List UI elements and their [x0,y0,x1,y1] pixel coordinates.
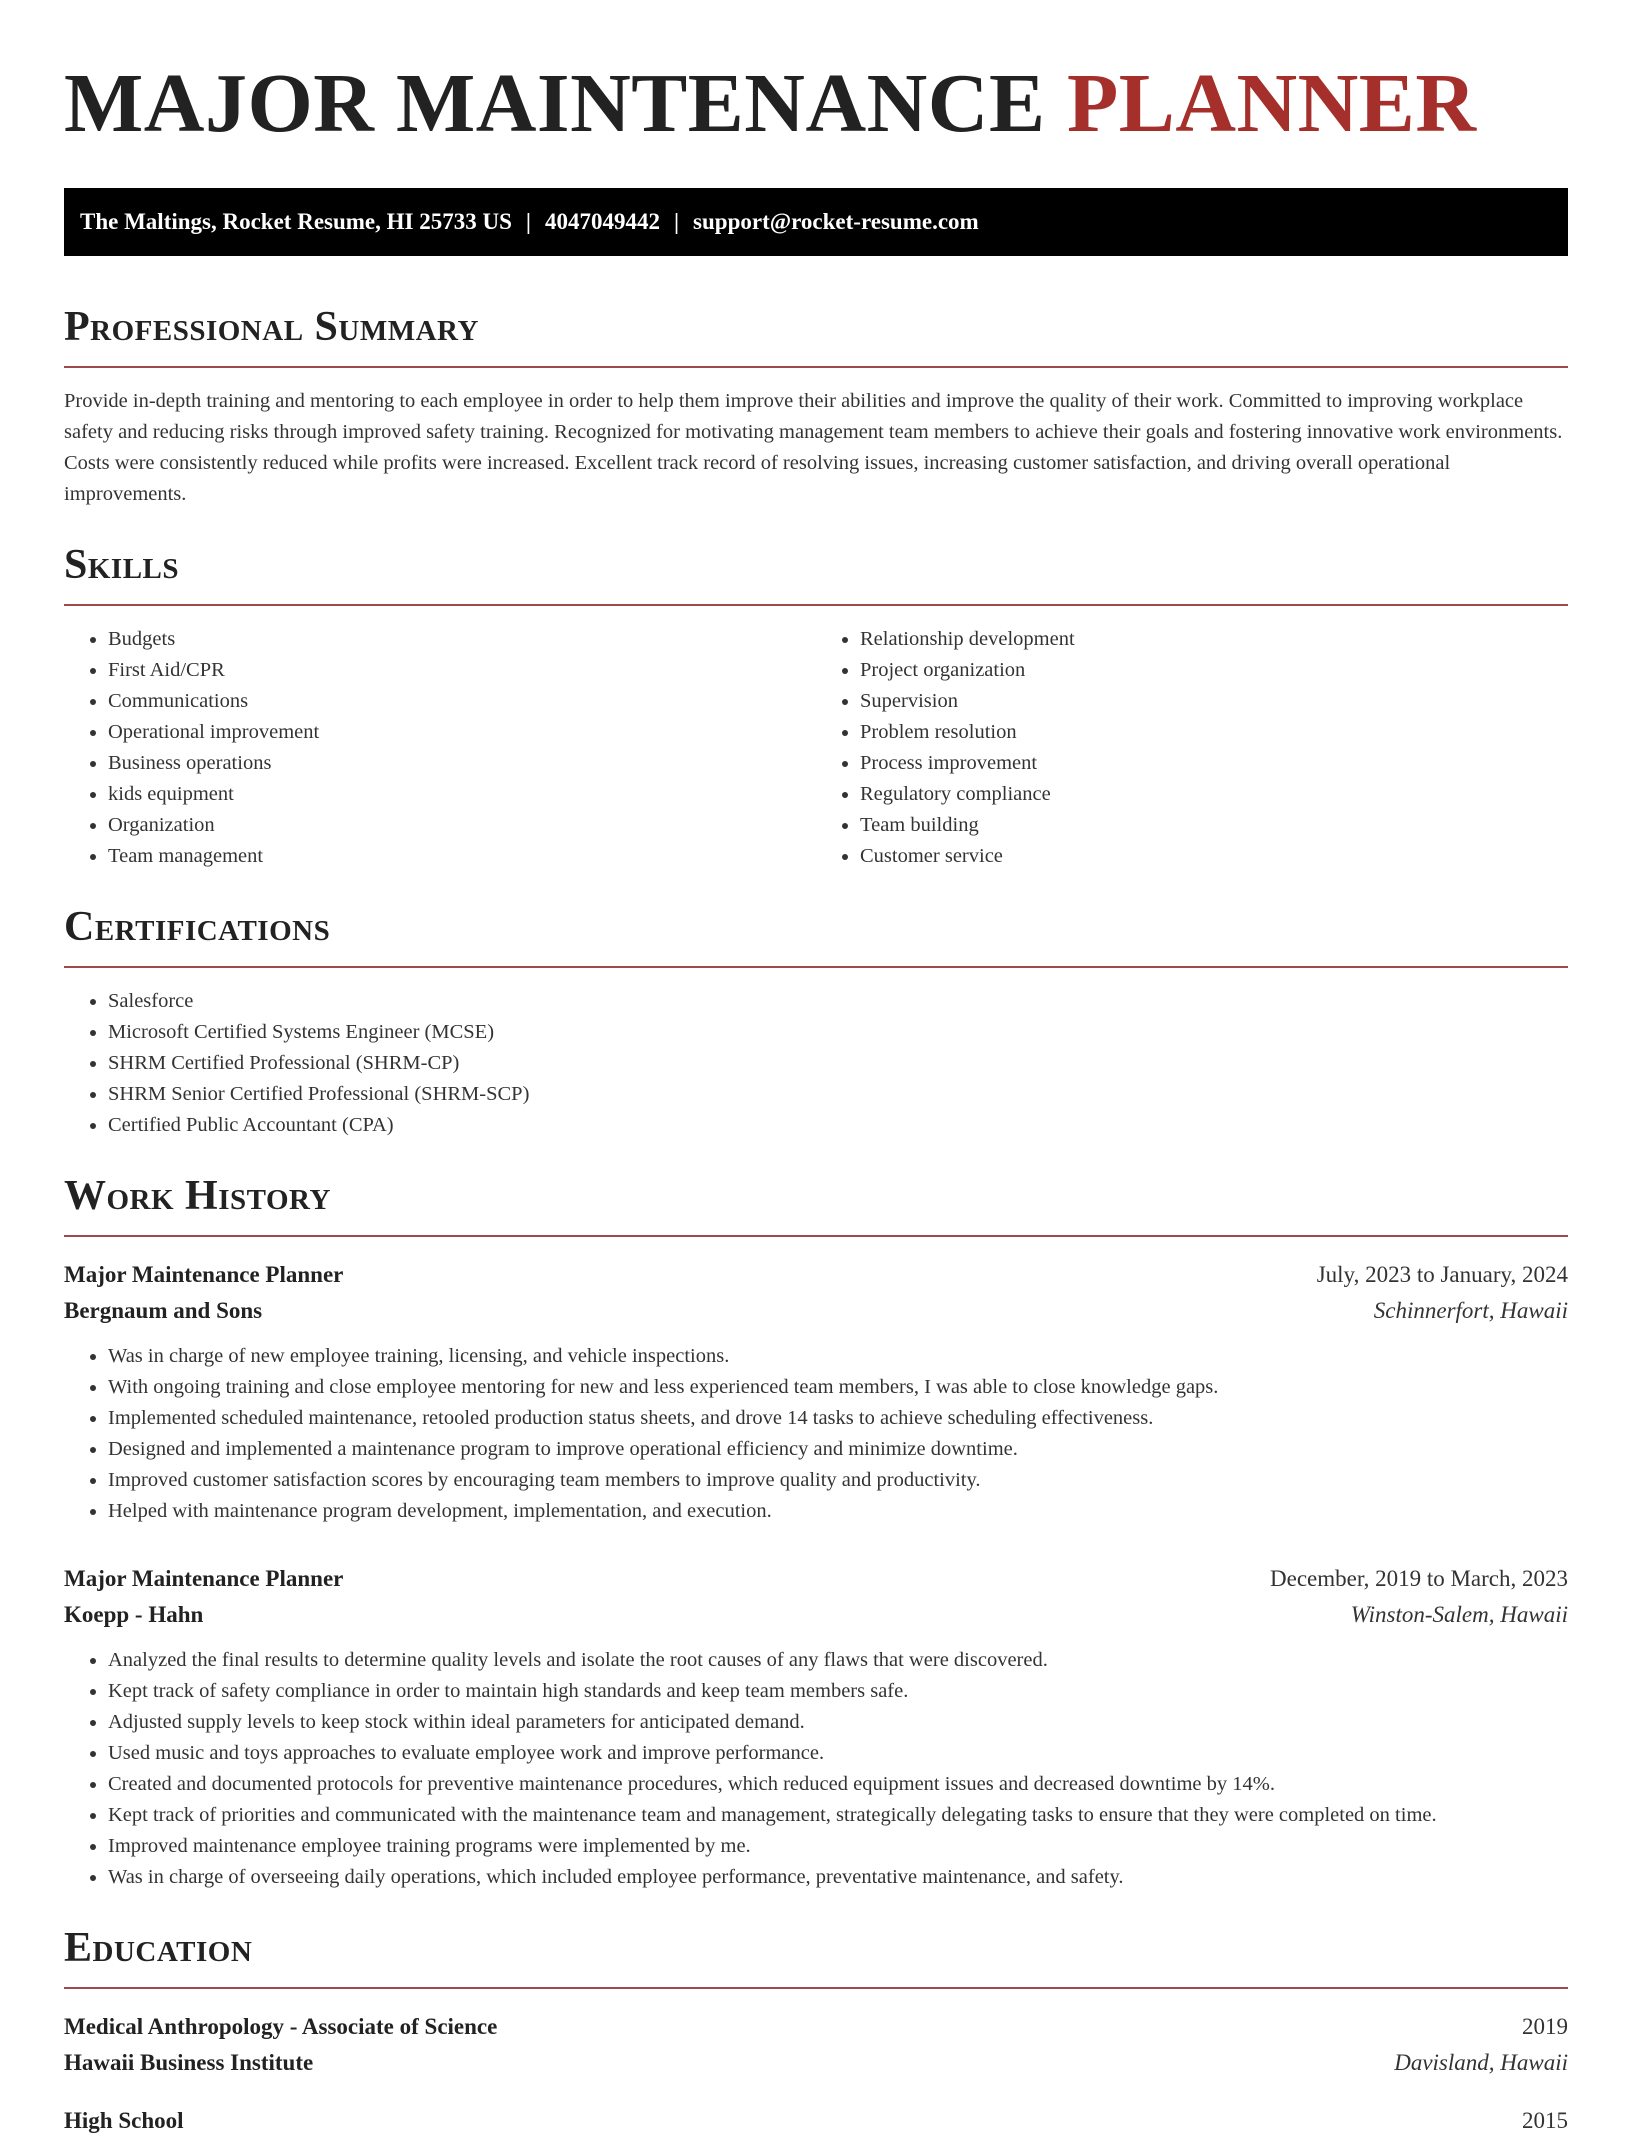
certification-item: • Microsoft Certified Systems Engineer (MCSE) [108,1017,1568,1048]
job-bullet: • Used music and toys approaches to evaluate employee work and improve performance. [108,1738,1568,1769]
certification-item: • Salesforce [108,986,1568,1017]
job-bullet: • Analyzed the final results to determine quality levels and isolate the root causes of any flaws that were discovered. [108,1645,1568,1676]
skills-list-left [64,624,816,872]
skill-item: • Team building [860,810,1568,841]
job-bullet: • Improved customer satisfaction scores by encouraging team members to improve quality and productivity. [108,1465,1568,1496]
skill-item: • Business operations [108,748,816,779]
section-divider [64,966,1568,968]
job-company: Bergnaum and Sons [64,1298,263,1323]
education-header-row [64,2009,1568,2045]
skill-item: • Supervision [860,686,1568,717]
job-header-row [64,1561,1568,1597]
skills-heading: Skills [64,542,180,588]
contact-separator: | [525,209,531,234]
job-entry [64,1561,1568,1893]
job-bullet: • Was in charge of overseeing daily operations, which included employee performance, preventative maintenance, and safety. [108,1862,1568,1893]
skill-item: • Relationship development [860,624,1568,655]
contact-bar [64,188,1568,256]
summary-text: Provide in-depth training and mentoring to each employee in order to help them improve their abilities and improve the quality of their work. Committed to improving workplace safety and reducing risks through improved safety training. Recognized for motivating management team members to achieve their goals and fostering innovative work environments. Costs were consistently reduced while profits were increased. Excellent track record of resolving issues, increasing customer satisfaction, and driving overall operational improvements. [64,390,1563,505]
education-heading: Education [64,1925,253,1971]
skills-list-right [816,624,1568,872]
job-bullet: • Created and documented protocols for preventive maintenance procedures, which reduced equipment issues and decreased downtime by 14%. [108,1769,1568,1800]
job-bullet: • Kept track of safety compliance in order to maintain high standards and keep team members safe. [108,1676,1568,1707]
skill-item: • Process improvement [860,748,1568,779]
section-divider [64,1987,1568,1989]
job-dates: December, 2019 to March, 2023 [1270,1566,1568,1591]
job-header-row [64,1257,1568,1293]
job-bullet: • Was in charge of new employee training, licensing, and vehicle inspections. [108,1341,1568,1372]
skill-item: • Budgets [108,624,816,655]
job-bullet: • Helped with maintenance program development, implementation, and execution. [108,1496,1568,1527]
job-bullet: • Designed and implemented a maintenance program to improve operational efficiency and minimize downtime. [108,1434,1568,1465]
job-role: Major Maintenance Planner [64,1566,344,1591]
job-bullet: • Implemented scheduled maintenance, retooled production status sheets, and drove 14 tasks to achieve scheduling effectiveness. [108,1403,1568,1434]
education-school-row [64,2045,1568,2081]
education-degree: High School [64,2108,184,2133]
name-accent: PLANNER [1066,57,1477,150]
job-bullets [64,1645,1568,1893]
certification-item: • Certified Public Accountant (CPA) [108,1110,1568,1141]
job-location: Winston-Salem, Hawaii [1350,1602,1568,1627]
contact-email[interactable]: support@rocket-resume.com [693,209,979,234]
job-role: Major Maintenance Planner [64,1262,344,1287]
skill-item: • Customer service [860,841,1568,872]
education-year: 2019 [1522,2014,1568,2039]
skill-item: • kids equipment [108,779,816,810]
section-divider [64,366,1568,368]
job-company-row [64,1597,1568,1633]
work-history-heading: Work History [64,1173,331,1219]
resume-name-title [64,58,1568,150]
education-header-row [64,2103,1568,2139]
job-bullet: • With ongoing training and close employee mentoring for new and less experienced team members, I was able to close knowledge gaps. [108,1372,1568,1403]
job-entry [64,1257,1568,1527]
skill-item: • Problem resolution [860,717,1568,748]
certifications-list [64,986,1568,1141]
job-bullet: • Kept track of priorities and communicated with the maintenance team and management, strategically delegating tasks to ensure that they were completed on time. [108,1800,1568,1831]
name-main: MAJOR MAINTENANCE [64,57,1046,150]
job-company: Koepp - Hahn [64,1602,204,1627]
education-year: 2015 [1522,2108,1568,2133]
contact-address: The Maltings, Rocket Resume, HI 25733 US [80,209,512,234]
certification-item: • SHRM Senior Certified Professional (SHRM-SCP) [108,1079,1568,1110]
job-bullets [64,1341,1568,1527]
education-school: Hawaii Business Institute [64,2050,314,2075]
job-company-row [64,1293,1568,1329]
skill-item: • Operational improvement [108,717,816,748]
job-dates: July, 2023 to January, 2024 [1316,1262,1568,1287]
summary-heading: Professional Summary [64,304,479,350]
contact-separator: | [673,209,680,234]
education-degree: Medical Anthropology - Associate of Science [64,2014,498,2039]
job-location: Schinnerfort, Hawaii [1373,1298,1568,1323]
section-divider [64,1235,1568,1237]
skill-item: • Project organization [860,655,1568,686]
education-entry [64,2103,1568,2139]
skill-item: • Team management [108,841,816,872]
job-bullet: • Adjusted supply levels to keep stock within ideal parameters for anticipated demand. [108,1707,1568,1738]
contact-phone[interactable]: 4047049442 [544,209,660,234]
education-location: Davisland, Hawaii [1394,2050,1568,2075]
job-bullet: • Improved maintenance employee training programs were implemented by me. [108,1831,1568,1862]
skill-item: • First Aid/CPR [108,655,816,686]
skill-item: • Communications [108,686,816,717]
education-entry [64,2009,1568,2081]
skills-grid [64,606,1568,872]
skill-item: • Organization [108,810,816,841]
certifications-heading: Certifications [64,904,331,950]
certification-item: • SHRM Certified Professional (SHRM-CP) [108,1048,1568,1079]
skill-item: • Regulatory compliance [860,779,1568,810]
